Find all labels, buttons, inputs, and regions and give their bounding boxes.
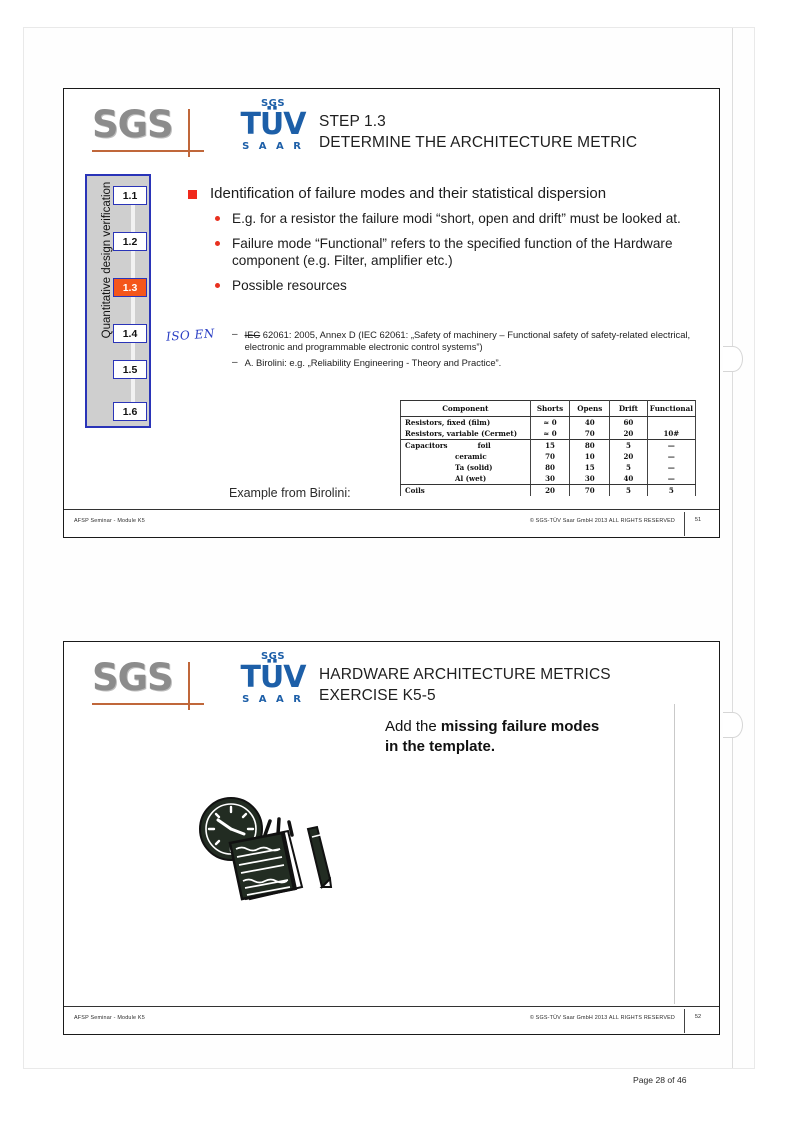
nav-step-1-6[interactable]: 1.6	[113, 402, 147, 421]
th-component: Component	[401, 401, 531, 417]
cell-drift: 5	[610, 462, 648, 473]
cell-subtype: Al (wet)	[401, 473, 531, 485]
slide-1-footer	[64, 509, 719, 537]
slide-exercise-k5-5	[63, 641, 720, 1035]
references-list	[232, 329, 702, 374]
callout-bold-text: missing failure modes	[440, 718, 600, 735]
table-row	[401, 440, 696, 452]
cell-component-label: Capacitors	[405, 441, 448, 450]
nav-step-1-3[interactable]: 1.3	[113, 278, 147, 297]
bullet-level-2-list	[215, 210, 715, 301]
footer-seminar-label: AFSP Seminar - Module K5	[74, 518, 145, 524]
slide-1-title	[319, 111, 637, 153]
list-item	[215, 210, 715, 228]
cell-opens: 40	[570, 417, 610, 429]
cell-shorts: 80	[530, 462, 570, 473]
dash-bullet-icon: –	[232, 329, 238, 340]
cell-opens: 80	[570, 440, 610, 452]
footer-slide-number: 52	[694, 1014, 702, 1020]
clipart-svg	[184, 787, 336, 905]
struck-text: IEC	[244, 329, 261, 340]
slide-2-title-line-2: EXERCISE K5-5	[319, 687, 436, 704]
cell-shorts: 15	[530, 440, 570, 452]
hole-punch-mark	[723, 346, 743, 372]
document-page-number: Page 28 of 46	[633, 1075, 687, 1085]
cell-component: Resistors, variable (Cermet)	[401, 428, 531, 440]
slide-1-title-line-1: STEP 1.3	[319, 113, 386, 130]
cell-shorts: 30	[530, 473, 570, 485]
footer-slide-number: 51	[694, 517, 702, 523]
nav-vertical-label: Quantitative design verification	[101, 181, 113, 339]
cell-functional: —	[647, 462, 695, 473]
cell-component	[401, 440, 531, 452]
cell-shorts: 70	[530, 451, 570, 462]
cell-shorts: 20	[530, 485, 570, 497]
sgs-logo	[92, 658, 212, 710]
nav-step-1-5[interactable]: 1.5	[113, 360, 147, 379]
cell-drift: 20	[610, 451, 648, 462]
table-row	[401, 417, 696, 429]
handwritten-annotation-iso-en: ISO EN	[165, 326, 216, 344]
table-row	[401, 485, 696, 497]
dot-bullet-icon	[215, 216, 220, 221]
cell-functional: 10#	[647, 428, 695, 440]
slide-step-1-3	[63, 88, 720, 538]
cell-component: Coils	[401, 485, 531, 497]
reference-text-iec-62061	[245, 329, 702, 352]
footer-divider	[684, 512, 685, 536]
bullet-level-2-text: Failure mode “Functional” refers to the specified function of the Hardware component (e.g. Filter, amplifier etc.)	[232, 235, 673, 268]
bullet-level-1-text: Identification of failure modes and their statistical dispersion	[210, 185, 607, 202]
dot-bullet-icon	[215, 283, 220, 288]
sgs-logo-horizontal-bar	[92, 703, 204, 705]
cell-functional: —	[647, 451, 695, 462]
slide-2-title-line-1: HARDWARE ARCHITECTURE METRICS	[319, 666, 611, 683]
bullet-level-2-text: Possible resources	[232, 277, 347, 293]
nav-step-1-1[interactable]: 1.1	[113, 186, 147, 205]
sgs-tuv-saar-logo	[236, 652, 310, 705]
nav-step-1-4[interactable]: 1.4	[113, 324, 147, 343]
slide-2-title	[319, 664, 611, 706]
sgs-logo-text: SGS	[92, 656, 173, 699]
list-item	[232, 329, 702, 352]
cell-shorts: ≈ 0	[530, 428, 570, 440]
cell-subtype: Ta (solid)	[401, 462, 531, 473]
slide-2-footer	[64, 1006, 719, 1034]
reference-body: 62061: 2005, Annex D (IEC 62061: „Safety of machinery – Functional safety of safety-related electrical, electronic and programmable electronic control systems”)	[244, 329, 691, 352]
cell-functional	[647, 417, 695, 429]
birolini-failure-mode-table	[400, 400, 696, 501]
tuv-logo-saar-text: S A A R	[242, 141, 304, 152]
example-from-birolini-caption: Example from Birolini:	[229, 486, 351, 500]
failure-mode-table	[400, 400, 696, 496]
cell-functional: 5	[647, 485, 695, 497]
cell-shorts: ≈ 0	[530, 417, 570, 429]
list-item	[232, 357, 702, 369]
tuv-logo-sgs-text: SGS	[260, 651, 286, 662]
callout-line-2: in the template.	[385, 738, 496, 755]
cell-subtype: ceramic	[401, 451, 531, 462]
cell-opens: 30	[570, 473, 610, 485]
page-edge-line	[732, 28, 733, 1068]
list-item	[215, 235, 715, 270]
cell-functional: —	[647, 473, 695, 485]
cell-functional: —	[647, 440, 695, 452]
dot-bullet-icon	[215, 241, 220, 246]
dash-bullet-icon: –	[232, 357, 238, 369]
bullet-level-1-row	[188, 184, 708, 203]
footer-copyright-label: © SGS-TÜV Saar GmbH 2013 ALL RIGHTS RESERVED	[529, 518, 675, 524]
tuv-logo-saar-text: S A A R	[242, 694, 304, 705]
clock-notepad-pencil-illustration	[184, 787, 336, 905]
sgs-logo-text: SGS	[92, 103, 173, 146]
cell-opens: 15	[570, 462, 610, 473]
cell-drift: 5	[610, 440, 648, 452]
table-row	[401, 462, 696, 473]
bullet-level-2-text: E.g. for a resistor the failure modi “short, open and drift” must be looked at.	[232, 211, 681, 226]
cell-subtype: foil	[477, 441, 491, 450]
cell-drift: 5	[610, 485, 648, 497]
th-shorts: Shorts	[530, 401, 570, 417]
tuv-logo-main-text: TÜV	[240, 107, 306, 142]
list-item	[215, 277, 715, 295]
table-row	[401, 473, 696, 485]
exercise-instruction-callout	[385, 717, 675, 757]
callout-normal-text: Add the	[385, 718, 441, 735]
table-header-row	[401, 401, 696, 417]
cell-opens: 70	[570, 428, 610, 440]
th-opens: Opens	[570, 401, 610, 417]
th-functional: Functional	[647, 401, 695, 417]
tuv-logo-main-text: TÜV	[240, 660, 306, 695]
tuv-logo-sgs-text: SGS	[260, 98, 286, 109]
cell-component: Resistors, fixed (film)	[401, 417, 531, 429]
cell-drift: 60	[610, 417, 648, 429]
cell-opens: 70	[570, 485, 610, 497]
square-bullet-icon	[188, 190, 197, 199]
reference-text-birolini: A. Birolini: e.g. „Reliability Engineering - Theory and Practice”.	[244, 357, 502, 369]
table-row	[401, 451, 696, 462]
cell-drift: 20	[610, 428, 648, 440]
table-row	[401, 428, 696, 440]
footer-divider	[684, 1009, 685, 1033]
slide-1-title-line-2: DETERMINE THE ARCHITECTURE METRIC	[319, 134, 638, 151]
th-drift: Drift	[610, 401, 648, 417]
cell-opens: 10	[570, 451, 610, 462]
quantitative-design-verification-nav	[85, 174, 151, 428]
cell-drift: 40	[610, 473, 648, 485]
nav-step-1-2[interactable]: 1.2	[113, 232, 147, 251]
hole-punch-mark	[723, 712, 743, 738]
footer-copyright-label: © SGS-TÜV Saar GmbH 2013 ALL RIGHTS RESERVED	[529, 1015, 675, 1021]
sgs-tuv-saar-logo	[236, 99, 310, 152]
footer-seminar-label: AFSP Seminar - Module K5	[74, 1015, 145, 1021]
nav-rail-line	[131, 188, 135, 414]
